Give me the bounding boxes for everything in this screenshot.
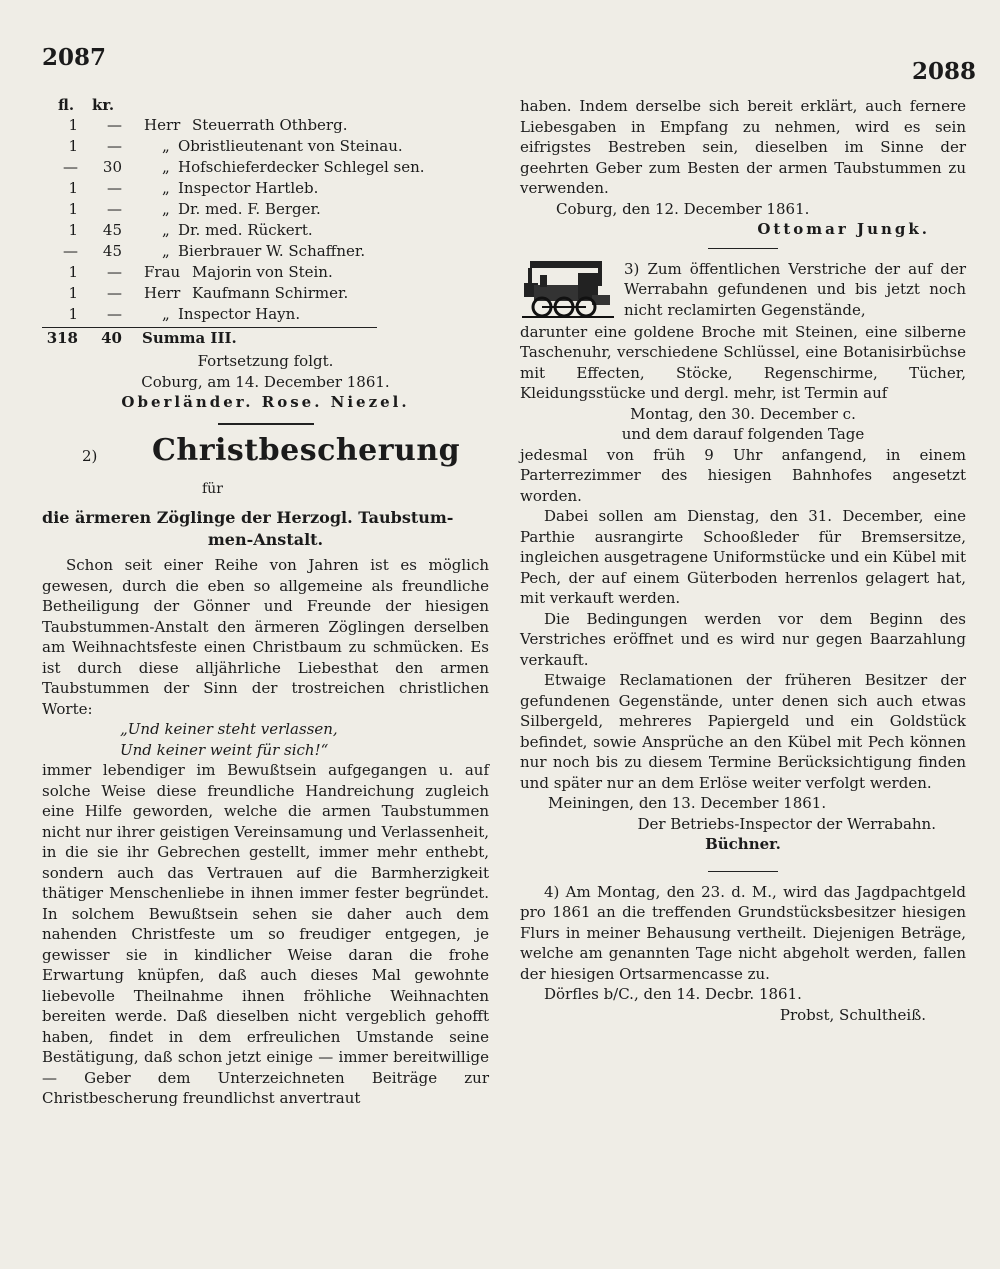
- donor-prefix: Herr: [144, 284, 181, 302]
- article-3-signature-1: Der Betriebs-Inspector der Werrabahn.: [637, 814, 936, 833]
- list-item: [42, 199, 489, 220]
- left-column: [42, 96, 489, 1109]
- total-fl: 318: [46, 329, 78, 347]
- donor-name: Dr. med. F. Berger.: [178, 200, 321, 218]
- amount-fl: 1: [68, 200, 78, 218]
- donor-name: Majorin von Stein.: [192, 263, 333, 281]
- article-3-paragraph-3: Die Bedingungen werden vor dem Beginn des Verstriches eröffnet und es wird nur gegen Baarzahlung verkauft.: [520, 609, 966, 669]
- amount-fl: 1: [68, 221, 78, 239]
- article-3-paragraph-2: Dabei sollen am Dienstag, den 31. December, eine Parthie ausrangirte Schooßleder für Bremsersitze, ingleichen ausgetragene Uniformstücke und ein Kübel mit Pech, der auf einem Güterboden herrenlos gelagert hat, mit verkauft werden.: [520, 507, 966, 607]
- article-3-intro-text: Zum öffentlichen Verstriche der auf der Werrabahn gefundenen und bis jetzt noch nicht reclamirten Gegenstände,: [624, 259, 966, 319]
- list-item: [42, 283, 489, 304]
- amount-fl: 1: [68, 305, 78, 323]
- donor-name: Hofschieferdecker Schlegel sen.: [178, 158, 425, 176]
- ditto-mark: „: [162, 158, 170, 176]
- article-2-paragraph-2: immer lebendiger im Bewußtsein aufgegangen u. auf solche Weise diese freundliche Handreichung zugleich eine Hilfe geworden, welche die armen Taubstummen nicht nur ihrer geistigen Vereinsamung und Verlassenheit, in die sie ihr Gebrechen gestellt, immer mehr enthebt, sondern auch das Vertrauen auf die Barmherzigkeit thätiger Menschenliebe in ihnen immer fester begründet. In solchem Bewußtsein sehen sie daher auch dem nahenden Christfeste um so freudiger entgegen, je gewisser sie in kindlicher Weise daran die frohe Erwartung knüpfen, daß auch dieses Mal gewohnte liebevolle Theilnahme ihnen fröhliche Weihnachten bereiten werde. Daß dieselben nicht vergeblich gehofft haben, findet in dem erfreulichen Umstande seine Bestätigung, daß schon jetzt einige — immer bereitwillige — Geber dem Unterzeichneten Beiträge zur Christbescherung freundlichst anvertraut: [42, 761, 489, 1107]
- article-3-body-2: jedesmal von früh 9 Uhr anfangend, in einem Parterrezimmer des hiesigen Bahnhofes angesetzt worden.: [520, 445, 966, 505]
- article-3-days-line: und dem darauf folgenden Tage: [621, 425, 865, 443]
- amount-kr: —: [107, 263, 122, 281]
- amount-kr: —: [107, 284, 122, 302]
- list-item: [42, 304, 489, 325]
- list-item: [42, 262, 489, 283]
- amount-kr: 45: [102, 221, 122, 239]
- amount-kr: —: [107, 179, 122, 197]
- ditto-mark: „: [162, 305, 170, 323]
- article-3-date-line: Montag, den 30. December c.: [630, 404, 856, 423]
- amount-kr: —: [107, 116, 122, 134]
- article-3-body: darunter eine goldene Broche mit Steinen, eine silberne Taschenuhr, verschiedene Schlüssel, eine Botanisirbüchse mit Effecten, Stöcke, Regenschirme, Tücher, Kleidungsstücke und dergl. mehr, ist Termin auf: [520, 322, 966, 402]
- total-label: Summa III.: [142, 329, 237, 347]
- list-item: [42, 157, 489, 178]
- amount-fl: —: [63, 158, 78, 176]
- article-subtitle-1: die ärmeren Zöglinge der Herzogl. Taubstum-: [42, 508, 454, 527]
- section-divider: [708, 871, 778, 872]
- list-item: [42, 178, 489, 199]
- donor-name: Inspector Hartleb.: [178, 179, 319, 197]
- locomotive-icon: [520, 259, 616, 321]
- donor-name: Bierbrauer W. Schaffner.: [178, 242, 366, 260]
- amount-kr: —: [107, 305, 122, 323]
- article-3-signature-2: Büchner.: [705, 835, 781, 853]
- article-number: 2): [82, 446, 98, 465]
- ditto-mark: „: [162, 221, 170, 239]
- article-3-paragraph-4: Etwaige Reclamationen der früheren Besitzer der gefundenen Gegenstände, unter denen sich auch etwas Silbergeld, mehreres Papiergeld und ein Goldstück befindet, sowie Ansprüche an den Kübel mit Pech können nur noch bis zu diesem Termine Berücksichtigung finden und später nur an dem Erlöse weiter verfolgt werden.: [520, 671, 966, 792]
- donor-name: Steuerrath Othberg.: [192, 116, 348, 134]
- continuation-note: Fortsetzung folgt.: [197, 352, 334, 370]
- ditto-mark: „: [162, 137, 170, 155]
- amount-kr: 30: [102, 158, 122, 176]
- donor-name: Obristlieutenant von Steinau.: [178, 137, 403, 155]
- poem-line-2: Und keiner weint für sich!“: [120, 740, 329, 759]
- donor-name: Kaufmann Schirmer.: [192, 284, 349, 302]
- list-item: [42, 115, 489, 136]
- list-signatures: Oberländer. Rose. Niezel.: [121, 393, 410, 411]
- amount-fl: 1: [68, 137, 78, 155]
- poem-line-1: „Und keiner steht verlassen,: [120, 720, 338, 738]
- article-2-place-date: Coburg, den 12. December 1861.: [556, 199, 810, 218]
- donor-name: Dr. med. Rückert.: [178, 221, 313, 239]
- list-item: [42, 136, 489, 157]
- list-place-date: Coburg, am 14. December 1861.: [141, 372, 390, 391]
- article-2-paragraph-3: haben. Indem derselbe sich bereit erklärt, auch fernere Liebesgaben in Empfang zu nehmen, wird es sein eifrigstes Bestreben sein, dieselben im Sinne der geehrten Geber zum Besten der armen Taubstummen zu verwenden.: [520, 97, 966, 197]
- article-4-signature: Probst, Schultheiß.: [779, 1005, 926, 1024]
- article-4-place-date: Dörfles b/C., den 14. Decbr. 1861.: [544, 985, 802, 1003]
- section-divider: [218, 423, 314, 425]
- ditto-mark: „: [162, 242, 170, 260]
- donor-name: Inspector Hayn.: [178, 305, 301, 323]
- ditto-mark: „: [162, 200, 170, 218]
- amount-fl: 1: [68, 179, 78, 197]
- article-2-paragraph-1: Schon seit einer Reihe von Jahren ist es möglich gewesen, durch die eben so allgemeine als freundliche Betheiligung der Gönner und Freunde der hiesigen Taubstummen-Anstalt den ärmeren Zöglingen derselben am Weihnachtsfeste einen Christbaum zu schmücken. Es ist durch diese alljährliche Liebesthat den armen Taubstummen der Sinn der trostreichen christlichen Worte:: [42, 556, 489, 718]
- section-divider: [708, 248, 778, 249]
- title-connector: für: [202, 480, 223, 497]
- article-2-heading: [42, 433, 489, 479]
- article-subtitle-2: men-Anstalt.: [207, 530, 324, 549]
- amount-fl: —: [63, 242, 78, 260]
- article-2-signature: Ottomar Jungk.: [757, 220, 930, 238]
- right-column: [520, 96, 966, 1025]
- list-total: [42, 328, 489, 349]
- article-4-text: 4) Am Montag, den 23. d. M., wird das Jagdpachtgeld pro 1861 an die treffenden Grundstücksbesitzer hiesigen Flurs in meiner Behausung vertheilt. Diejenigen Beträge, welche am genannten Tage nicht abgeholt werden, fallen der hiesigen Ortsarmencasse zu.: [520, 882, 966, 983]
- article-number: 3): [624, 259, 640, 278]
- article-title: Christbescherung: [152, 432, 461, 468]
- amount-kr: —: [107, 137, 122, 155]
- ditto-mark: „: [162, 179, 170, 197]
- donation-list: [42, 115, 489, 349]
- amount-kr: —: [107, 200, 122, 218]
- amount-fl: 1: [68, 284, 78, 302]
- donor-prefix: Frau: [144, 263, 181, 281]
- donor-prefix: Herr: [144, 116, 181, 134]
- amount-fl: 1: [68, 116, 78, 134]
- list-item: [42, 220, 489, 241]
- header-kr: kr.: [92, 96, 115, 114]
- article-3-intro: [624, 259, 966, 321]
- header-fl: fl.: [58, 96, 75, 114]
- article-3-header: [520, 259, 966, 322]
- amount-kr: 45: [102, 242, 122, 260]
- page-number-left: 2087: [42, 44, 107, 71]
- amount-fl: 1: [68, 263, 78, 281]
- page-number-right: 2088: [911, 58, 976, 85]
- donation-list-header: [42, 96, 489, 115]
- list-item: [42, 241, 489, 262]
- total-kr: 40: [101, 329, 122, 347]
- article-3-place-date: Meiningen, den 13. December 1861.: [548, 794, 827, 812]
